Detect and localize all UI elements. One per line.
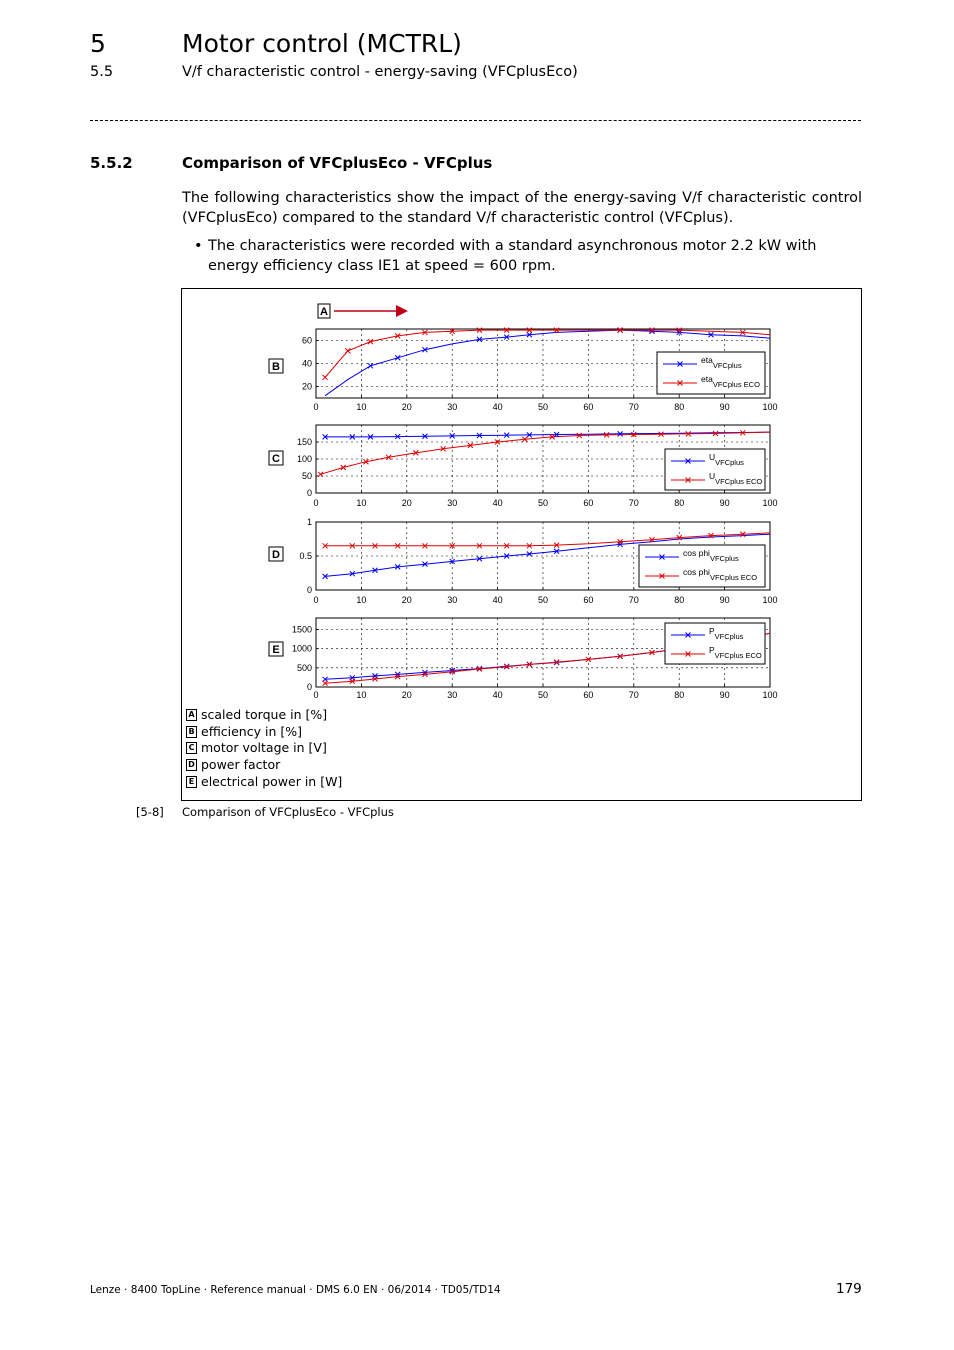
plot-e-legend-sub-1: VFCplus ECO bbox=[714, 651, 762, 660]
plot-b-xtick-label-0: 0 bbox=[313, 402, 319, 412]
figure-number: [5-8] bbox=[136, 805, 164, 819]
figure-caption: Comparison of VFCplusEco - VFCplus bbox=[182, 805, 394, 819]
plot-d-xtick-label-30: 30 bbox=[447, 595, 458, 605]
plot-c-legend-label-1: UVFCplus ECO bbox=[709, 471, 763, 486]
plot-e-ytick-label-3: 1500 bbox=[291, 624, 312, 635]
subsection-number: 5.5.2 bbox=[90, 154, 133, 172]
plot-e-legend-label-0: PVFCplus bbox=[709, 626, 744, 641]
plot-d-ytick-label-2: 1 bbox=[306, 517, 312, 527]
plot-c-xtick-label-50: 50 bbox=[537, 498, 549, 508]
plot-c-ytick-label-0: 0 bbox=[306, 488, 312, 498]
plot-d-ytick-label-1: 0.5 bbox=[299, 551, 312, 561]
plot-c-xtick-label-40: 40 bbox=[492, 498, 503, 508]
plot-b-legend-label-0: etaVFCplus bbox=[701, 355, 742, 370]
page-number: 179 bbox=[836, 1281, 862, 1297]
plot-e-xtick-label-50: 50 bbox=[537, 690, 549, 700]
plot-d-xtick-label-40: 40 bbox=[492, 595, 503, 605]
plot-b-xtick-label-70: 70 bbox=[628, 402, 639, 412]
plot-c-xtick-label-100: 100 bbox=[762, 498, 778, 508]
plot-c-legend-label-0: UVFCplus bbox=[709, 452, 744, 467]
plot-c-xtick-label-30: 30 bbox=[447, 498, 458, 508]
footer-document-info: Lenze · 8400 TopLine · Reference manual · DMS 6.0 EN · 06/2014 · TD05/TD14 bbox=[90, 1284, 501, 1296]
plot-b-xtick-label-30: 30 bbox=[447, 402, 458, 412]
plot-b-xtick-label-50: 50 bbox=[537, 402, 549, 412]
plot-b-xtick-label-90: 90 bbox=[719, 402, 730, 412]
plot-c-xtick-label-60: 60 bbox=[583, 498, 594, 508]
plot-c-legend-sub-0: VFCplus bbox=[715, 458, 744, 467]
plot-c-ytick-label-3: 150 bbox=[296, 437, 312, 447]
plot-b-key-label: B bbox=[272, 361, 280, 373]
plot-b-ytick-label-1: 40 bbox=[301, 358, 312, 369]
plot-d-legend-sub-1: VFCplus ECO bbox=[709, 573, 758, 582]
plot-b-legend-sub-0: VFCplus bbox=[712, 361, 742, 370]
plot-e-xtick-label-80: 80 bbox=[674, 690, 685, 700]
plot-d-key-label: D bbox=[272, 549, 280, 561]
plot-c-xtick-label-20: 20 bbox=[401, 498, 412, 508]
plot-e-xtick-label-100: 100 bbox=[762, 690, 778, 700]
plot-d-xtick-label-80: 80 bbox=[674, 595, 685, 605]
legend-text-b: efficiency in [%] bbox=[201, 724, 302, 739]
plot-d-ytick-label-0: 0 bbox=[306, 585, 312, 595]
plot-c-xtick-label-0: 0 bbox=[313, 498, 319, 508]
plot-b-ytick-label-0: 20 bbox=[301, 381, 312, 392]
bullet-text: The characteristics were recorded with a standard asynchronous motor 2.2 kW with energy efficiency class IE1 at speed = 600 rpm. bbox=[208, 238, 817, 274]
legend-key-c: C bbox=[186, 742, 197, 754]
plot-e-xtick-label-10: 10 bbox=[356, 690, 367, 700]
legend-key-d: D bbox=[186, 759, 197, 771]
plot-e-xtick-label-90: 90 bbox=[719, 690, 730, 700]
legend-row-e bbox=[186, 774, 342, 790]
plot-e-ytick-label-1: 500 bbox=[296, 662, 312, 673]
plot-e-xtick-label-70: 70 bbox=[628, 690, 639, 700]
chapter-title: Motor control (MCTRL) bbox=[182, 29, 462, 58]
plot-d-xtick-label-0: 0 bbox=[313, 595, 319, 605]
plot-d-xtick-label-70: 70 bbox=[628, 595, 639, 605]
plot-b-ytick-label-2: 60 bbox=[301, 335, 312, 346]
plot-c-xtick-label-10: 10 bbox=[356, 498, 367, 508]
plot-e-xtick-label-0: 0 bbox=[313, 690, 319, 700]
legend-row-d bbox=[186, 757, 280, 773]
plot-e-ytick-label-2: 1000 bbox=[291, 643, 312, 654]
legend-key-b: B bbox=[186, 726, 197, 738]
plot-d-legend-label-1: cos phiVFCplus ECO bbox=[683, 567, 758, 582]
plot-d-xtick-label-10: 10 bbox=[356, 595, 367, 605]
plot-b-xtick-label-60: 60 bbox=[583, 402, 594, 412]
plot-e-legend-label-1: PVFCplus ECO bbox=[709, 645, 762, 660]
plot-e-xtick-label-60: 60 bbox=[583, 690, 594, 700]
legend-row-c bbox=[186, 740, 327, 756]
section-number: 5.5 bbox=[90, 64, 114, 80]
plot-d-xtick-label-20: 20 bbox=[401, 595, 412, 605]
legend-text-a: scaled torque in [%] bbox=[201, 707, 328, 722]
plot-d-xtick-label-50: 50 bbox=[537, 595, 549, 605]
plot-c-xtick-label-90: 90 bbox=[719, 498, 730, 508]
legend-key-e: E bbox=[186, 776, 197, 788]
plot-d-xtick-label-100: 100 bbox=[762, 595, 778, 605]
legend-row-b bbox=[186, 724, 302, 740]
plot-c-xtick-label-70: 70 bbox=[628, 498, 639, 508]
plot-b-legend-label-1: etaVFCplus ECO bbox=[701, 374, 760, 389]
plot-d-xtick-label-90: 90 bbox=[719, 595, 730, 605]
legend-row-a bbox=[186, 707, 327, 723]
plot-d-legend-sub-0: VFCplus bbox=[709, 554, 739, 563]
plot-b-xtick-label-80: 80 bbox=[674, 402, 685, 412]
plot-b-legend-sub-1: VFCplus ECO bbox=[712, 380, 760, 389]
plot-d-xtick-label-60: 60 bbox=[583, 595, 594, 605]
legend-key-a: A bbox=[186, 709, 197, 721]
plot-e-legend-sub-0: VFCplus bbox=[714, 632, 744, 641]
plot-c-legend-sub-1: VFCplus ECO bbox=[715, 477, 763, 486]
plot-b-xtick-label-40: 40 bbox=[492, 402, 503, 412]
plot-c-xtick-label-80: 80 bbox=[674, 498, 685, 508]
plot-b-xtick-label-100: 100 bbox=[762, 402, 778, 412]
legend-text-c: motor voltage in [V] bbox=[201, 740, 327, 755]
legend-text-d: power factor bbox=[201, 757, 281, 772]
section-title: V/f characteristic control - energy-saving (VFCplusEco) bbox=[182, 64, 578, 80]
plot-b-xtick-label-20: 20 bbox=[401, 402, 412, 412]
torque-arrow-head bbox=[396, 305, 408, 317]
plot-c-ytick-label-1: 50 bbox=[301, 471, 312, 481]
plot-b-xtick-label-10: 10 bbox=[356, 402, 367, 412]
intro-paragraph: The following characteristics show the impact of the energy-saving V/f characteristic control (VFCplusEco) compared to the standard V/f characteristic control (VFCplus). bbox=[182, 190, 862, 226]
chapter-number: 5 bbox=[90, 29, 106, 58]
plot-c-ytick-label-2: 100 bbox=[296, 454, 312, 464]
plot-e-key-label: E bbox=[272, 644, 280, 656]
plot-d-legend-label-0: cos phiVFCplus bbox=[683, 548, 739, 563]
plot-c-key-label: C bbox=[272, 453, 280, 465]
bullet-marker: • bbox=[194, 238, 203, 254]
plot-e-xtick-label-30: 30 bbox=[447, 690, 458, 700]
plot-e-xtick-label-20: 20 bbox=[401, 690, 412, 700]
subsection-title: Comparison of VFCplusEco - VFCplus bbox=[182, 154, 493, 172]
plot-e-xtick-label-40: 40 bbox=[492, 690, 503, 700]
legend-text-e: electrical power in [W] bbox=[201, 774, 343, 789]
axis-marker-label: A bbox=[320, 306, 328, 318]
plot-e-ytick-label-0: 0 bbox=[306, 682, 312, 692]
